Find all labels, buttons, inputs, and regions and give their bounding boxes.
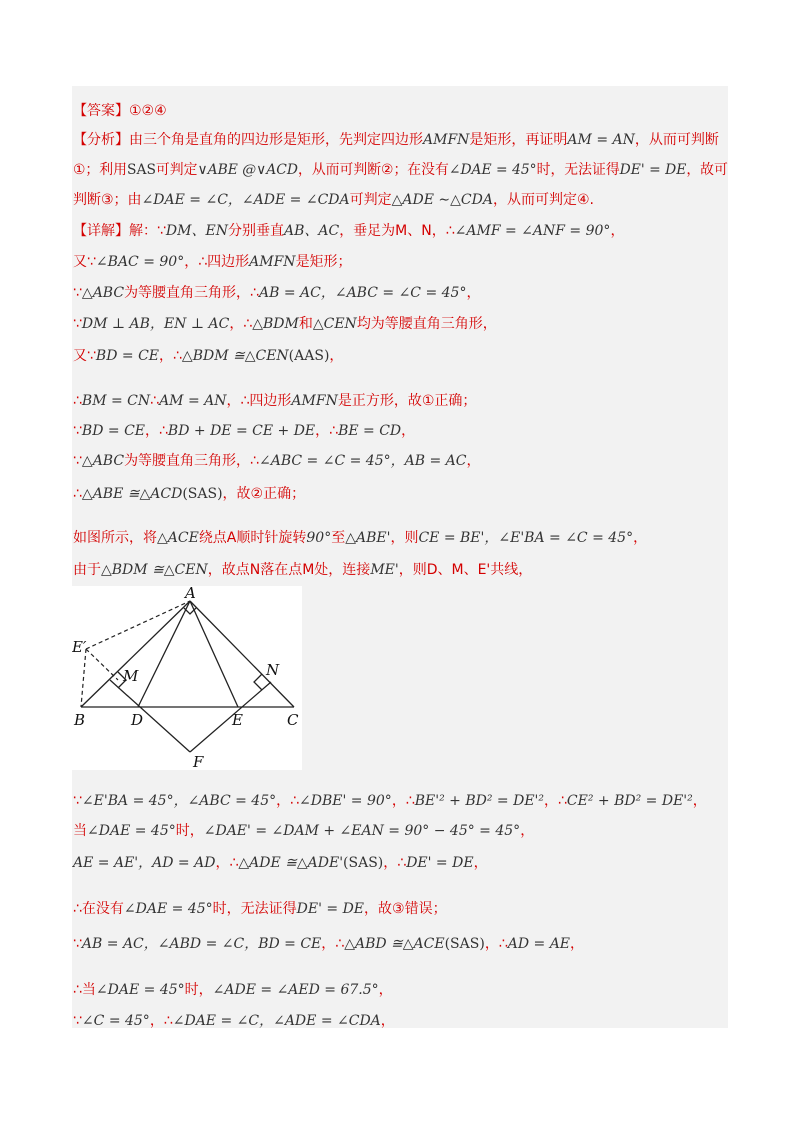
text-segment: ∵ xyxy=(73,285,82,301)
math-expression: △ABD ≅△ACE xyxy=(344,936,445,952)
math-expression: BE = CD xyxy=(338,423,402,439)
text-segment: ，∴ xyxy=(229,316,253,332)
text-segment: 又∵ xyxy=(73,254,96,270)
line-ac xyxy=(190,601,294,707)
text-segment: ，∴四边形 xyxy=(184,254,250,270)
text-line xyxy=(73,451,480,471)
line-mf xyxy=(110,680,190,752)
text-segment: 可判定 xyxy=(155,162,198,178)
text-segment: ，则D、M、E'共线， xyxy=(398,562,533,578)
text-segment: ∴ xyxy=(73,393,82,409)
math-expression: AMFN xyxy=(423,132,470,148)
math-expression: △ADE ∼△CDA xyxy=(391,192,493,208)
text-segment: ，故点N落在点M处，连接 xyxy=(207,562,371,578)
text-line xyxy=(73,791,707,811)
math-expression: ∠BAC = 90° xyxy=(95,254,185,270)
math-expression: DM ⊥ AB，EN ⊥ AC xyxy=(81,316,230,332)
text-segment: 时， xyxy=(175,823,204,839)
text-segment: ，∴ xyxy=(321,936,345,952)
label-d: D xyxy=(131,711,144,729)
text-segment: 可判定 xyxy=(349,192,392,208)
text-line xyxy=(73,528,647,548)
math-expression: (AAS) xyxy=(288,348,330,364)
math-expression: BM = CN xyxy=(81,393,151,409)
math-expression: (SAS) xyxy=(444,936,485,952)
text-segment: ，∴ xyxy=(276,793,300,809)
line-be-prime xyxy=(81,649,86,707)
text-line xyxy=(73,221,624,241)
math-expression: △BDM ≅△CEN xyxy=(181,348,289,364)
text-segment: ∵ xyxy=(73,453,82,469)
text-segment: 判断③；由 xyxy=(73,192,142,208)
math-expression: ∠DAE = 45° xyxy=(448,162,537,178)
text-segment: ， xyxy=(473,855,488,871)
math-expression: AB、AC xyxy=(283,223,340,239)
text-segment: ，故②正确； xyxy=(222,486,306,502)
math-expression: △ABE ≅△ACD xyxy=(81,486,183,502)
math-expression: △BDM xyxy=(252,316,299,332)
math-expression: BD = CE xyxy=(81,423,145,439)
text-segment: ， xyxy=(610,223,625,239)
math-expression: AB = AC，∠ABC = ∠C = 45° xyxy=(258,285,467,301)
text-segment: ，∴ xyxy=(159,348,182,364)
text-segment: 时，无法证得 xyxy=(212,901,297,917)
text-segment: 【答案】①②④ xyxy=(73,103,167,119)
math-expression: AM = AN xyxy=(567,132,635,148)
text-segment: ∵ xyxy=(73,793,82,809)
math-expression: 90° xyxy=(306,530,332,546)
text-segment: 为等腰直角三角形，∴ xyxy=(124,285,259,301)
figure-svg xyxy=(72,586,302,770)
text-segment: 和 xyxy=(298,316,313,332)
text-segment: ，故③错误； xyxy=(364,901,447,917)
label-a: A xyxy=(185,586,196,602)
text-segment: ，∴ xyxy=(544,793,567,809)
text-line xyxy=(73,252,352,272)
math-expression: AMFN xyxy=(291,393,338,409)
text-segment: ，从而可判定④. xyxy=(492,192,594,208)
text-segment: ， xyxy=(380,1013,395,1029)
text-segment: ，∴ xyxy=(315,423,339,439)
text-segment: 是正方形，故①正确； xyxy=(337,393,477,409)
math-expression: CE² + BD² = DE'² xyxy=(566,793,693,809)
text-segment: 是矩形，再证明 xyxy=(469,132,568,148)
text-segment: 分别垂直 xyxy=(227,223,284,239)
math-expression: ∠DAE = 45° xyxy=(123,901,213,917)
text-line xyxy=(73,1011,395,1031)
line-me-prime xyxy=(86,649,118,680)
text-segment: 至 xyxy=(331,530,346,546)
text-segment: ， xyxy=(329,348,344,364)
math-expression: ∠DAE = ∠C，∠ADE = ∠CDA xyxy=(141,192,350,208)
text-line xyxy=(73,391,476,411)
math-expression: △ABC xyxy=(81,285,125,301)
text-segment: ∴当 xyxy=(73,982,96,998)
text-segment: 均为等腰直角三角形， xyxy=(356,316,497,332)
text-segment: 绕点A顺时针旋转 xyxy=(198,530,307,546)
math-expression: DE' = DE xyxy=(296,901,365,917)
text-segment: ，∴ xyxy=(383,855,407,871)
math-expression: △ACE xyxy=(157,530,199,546)
text-segment: ，∴ xyxy=(215,855,239,871)
math-expression: AE = AE'，AD = AD xyxy=(73,855,216,871)
text-line xyxy=(73,934,584,954)
text-segment: ∵ xyxy=(73,936,82,952)
text-segment: ，∴ xyxy=(149,1013,173,1029)
math-expression: △CEN xyxy=(312,316,357,332)
geometry-figure xyxy=(72,586,302,770)
text-line xyxy=(73,160,728,180)
math-expression: ∠ADE = ∠AED = 67.5° xyxy=(212,982,379,998)
math-expression: △ABE' xyxy=(345,530,391,546)
text-segment: ， xyxy=(633,530,648,546)
text-segment: ，则 xyxy=(390,530,419,546)
text-line xyxy=(73,980,393,1000)
text-segment: ， xyxy=(401,423,416,439)
text-line xyxy=(73,283,480,303)
math-expression: ∠E'BA = 45°，∠ABC = 45° xyxy=(81,793,277,809)
line-ae-prime xyxy=(86,601,190,649)
text-segment: ∴ xyxy=(150,393,160,409)
label-e: E xyxy=(232,711,243,729)
text-line xyxy=(73,821,534,841)
text-line xyxy=(73,130,719,150)
line-ae xyxy=(190,601,238,707)
text-segment: ，垂足为M、N，∴ xyxy=(339,223,455,239)
text-line xyxy=(73,560,532,580)
label-e-prime: E′ xyxy=(72,638,87,656)
text-segment: 由于 xyxy=(73,562,101,578)
math-expression: DE' = DE xyxy=(619,162,687,178)
text-segment: ∵ xyxy=(73,316,82,332)
text-line xyxy=(73,421,415,441)
text-segment: ∴ xyxy=(73,486,82,502)
text-segment: 如图所示，将 xyxy=(73,530,157,546)
line-ab xyxy=(81,601,190,707)
math-expression: ∨ABE @∨ACD xyxy=(197,162,298,178)
math-expression: BD + DE = CE + DE xyxy=(167,423,316,439)
text-segment: ，∴ xyxy=(391,793,415,809)
math-expression: DM、EN xyxy=(165,223,228,239)
math-expression: △ADE ≅△ADE' xyxy=(238,855,344,871)
math-expression: ∠DAE = ∠C，∠ADE = ∠CDA xyxy=(172,1013,381,1029)
label-f: F xyxy=(193,753,204,770)
math-expression: ∠DBE' = 90° xyxy=(299,793,392,809)
text-line xyxy=(73,484,305,504)
text-segment: 【详解】解：∵ xyxy=(73,223,166,239)
text-segment: ，故可 xyxy=(686,162,728,178)
text-segment: ， xyxy=(378,982,393,998)
text-segment: ，从而可判断②；在没有 xyxy=(297,162,449,178)
line-ad xyxy=(138,601,190,707)
text-segment: ∵ xyxy=(73,1013,82,1029)
text-segment: ， xyxy=(520,823,535,839)
text-segment: ， xyxy=(466,285,481,301)
math-expression: △ABC xyxy=(81,453,125,469)
math-expression: ∠DAE = 45° xyxy=(95,982,185,998)
math-expression: ∠ABC = ∠C = 45°，AB = AC xyxy=(258,453,467,469)
text-segment: 【分析】由三个角是直角的四边形是矩形，先判定四边形 xyxy=(73,132,423,148)
label-b: B xyxy=(74,711,86,729)
math-expression: AB = AC，∠ABD = ∠C，BD = CE xyxy=(81,936,322,952)
right-angle-n xyxy=(254,674,262,690)
math-expression: ME' xyxy=(370,562,399,578)
text-segment: 是矩形； xyxy=(295,254,352,270)
math-expression: SAS xyxy=(126,162,156,178)
text-segment: ， xyxy=(466,453,481,469)
label-m: M xyxy=(123,667,139,685)
text-line xyxy=(73,346,343,366)
text-segment: ， xyxy=(692,793,707,809)
text-segment: ，∴ xyxy=(484,936,508,952)
math-expression: ∠DAE = 45° xyxy=(87,823,176,839)
text-segment: ∵ xyxy=(73,423,82,439)
math-expression: ∠AMF = ∠ANF = 90° xyxy=(454,223,611,239)
math-expression: (SAS) xyxy=(182,486,223,502)
math-expression: △BDM ≅△CEN xyxy=(101,562,208,578)
math-expression: AM = AN xyxy=(159,393,227,409)
text-segment: 时，无法证得 xyxy=(536,162,620,178)
text-line xyxy=(73,314,497,334)
math-expression: (SAS) xyxy=(343,855,384,871)
math-expression: AD = AE xyxy=(507,936,571,952)
label-c: C xyxy=(287,711,299,729)
math-expression: ∠DAE' = ∠DAM + ∠EAN = 90° − 45° = 45° xyxy=(203,823,521,839)
text-line xyxy=(73,101,167,121)
label-n: N xyxy=(266,661,280,679)
math-expression: ∠C = 45° xyxy=(81,1013,150,1029)
text-segment: ，∴四边形 xyxy=(226,393,292,409)
text-segment: 为等腰直角三角形，∴ xyxy=(124,453,259,469)
math-expression: BD = CE xyxy=(95,348,159,364)
math-expression: AMFN xyxy=(249,254,296,270)
text-line xyxy=(73,190,594,210)
text-line xyxy=(73,899,447,919)
text-segment: ∴在没有 xyxy=(73,901,124,917)
line-nf xyxy=(190,682,271,752)
text-segment: ，从而可判断 xyxy=(634,132,719,148)
text-segment: ，∴ xyxy=(145,423,168,439)
math-expression: CE = BE'，∠E'BA = ∠C = 45° xyxy=(418,530,634,546)
text-segment: 时， xyxy=(184,982,213,998)
text-segment: 当 xyxy=(73,823,87,839)
math-expression: BE'² + BD² = DE'² xyxy=(414,793,544,809)
text-segment: ， xyxy=(570,936,585,952)
text-line xyxy=(73,853,488,873)
math-expression: DE' = DE xyxy=(406,855,474,871)
text-segment: ①；利用 xyxy=(73,162,127,178)
text-segment: 又∵ xyxy=(73,348,96,364)
